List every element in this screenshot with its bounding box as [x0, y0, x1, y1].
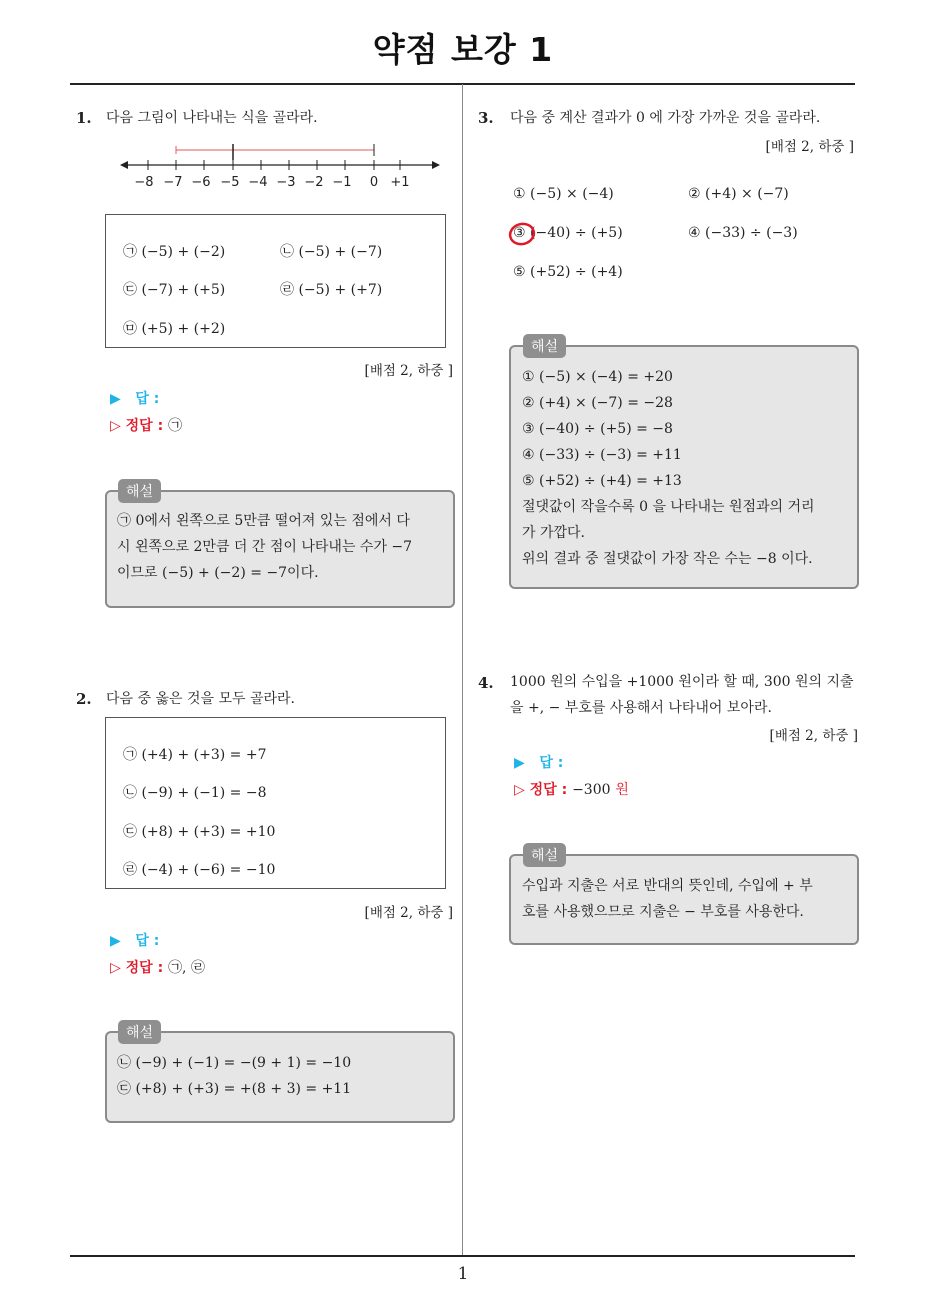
q4-solution-tag: 해설 — [523, 843, 566, 867]
solution-line: 이므로 (−5) + (−2) = −7이다. — [117, 565, 319, 581]
q3-option[interactable]: ② (+4) × (−7) — [688, 186, 789, 202]
q2-number: 2. — [76, 690, 92, 708]
q4-correct-line — [514, 779, 629, 799]
solution-line: 시 왼쪽으로 2만큼 더 간 점이 나타내는 수가 −7 — [117, 539, 413, 555]
tick-label: −5 — [220, 175, 240, 190]
q3-option[interactable]: ④ (−33) ÷ (−3) — [688, 225, 798, 241]
q3-solution-text — [522, 364, 815, 572]
correct-label: 정답 : — [125, 960, 164, 976]
q2-option[interactable]: ㉠ (+4) + (+3) = +7 — [123, 747, 267, 763]
q2-option[interactable]: ㉢ (+8) + (+3) = +10 — [123, 824, 276, 840]
q2-correct-value: ㉠, ㉣ — [168, 960, 205, 976]
tick-label: −8 — [134, 175, 154, 190]
correct-label: 정답 : — [125, 418, 164, 434]
solution-line: 절댓값이 작을수록 0 을 나타내는 원점과의 거리 — [522, 499, 815, 515]
q4-correct-value: −300 — [572, 782, 611, 798]
q4-number: 4. — [478, 674, 494, 692]
q1-text: 다음 그림이 나타내는 식을 골라라. — [106, 110, 318, 126]
selected-answer-circle — [505, 220, 539, 248]
tick-label: −7 — [163, 175, 183, 190]
outline-play-icon: ▷ — [110, 418, 121, 434]
footer-rule — [70, 1255, 855, 1257]
q4-score: [배점 2, 하중 ] — [769, 728, 858, 744]
q2-answer-line — [110, 930, 159, 950]
tick-label: 0 — [369, 175, 379, 190]
tick-label: −4 — [248, 175, 268, 190]
solution-line: ④ (−33) ÷ (−3) = +11 — [522, 447, 682, 463]
tick-label: −2 — [304, 175, 324, 190]
q4-text — [510, 669, 854, 721]
q1-answer-line — [110, 388, 159, 408]
q3-option[interactable]: ⑤ (+52) ÷ (+4) — [513, 264, 623, 280]
q1-option[interactable]: ㉠ (−5) + (−2) — [123, 244, 226, 260]
tick-label: −3 — [276, 175, 296, 190]
tick-label: −1 — [332, 175, 352, 190]
question-line: 1000 원의 수입을 +1000 원이라 할 때, 300 원의 지출 — [510, 674, 854, 690]
solution-line: ② (+4) × (−7) = −28 — [522, 395, 673, 411]
q2-option[interactable]: ㉡ (−9) + (−1) = −8 — [123, 785, 267, 801]
q4-answer-line — [514, 752, 563, 772]
q2-score: [배점 2, 하중 ] — [364, 905, 453, 921]
column-divider — [462, 84, 463, 1256]
play-icon: ▶ — [110, 933, 121, 949]
solution-line: ㉢ (+8) + (+3) = +(8 + 3) = +11 — [117, 1081, 352, 1097]
q2-option[interactable]: ㉣ (−4) + (−6) = −10 — [123, 862, 276, 878]
q3-text: 다음 중 계산 결과가 0 에 가장 가까운 것을 골라라. — [510, 110, 821, 126]
q1-correct-line — [110, 415, 182, 435]
solution-line: ③ (−40) ÷ (+5) = −8 — [522, 421, 673, 437]
answer-label: 답 : — [135, 391, 160, 407]
q2-solution-text — [117, 1050, 351, 1102]
solution-line: 수입과 지출은 서로 반대의 뜻인데, 수입에 + 부 — [522, 878, 813, 894]
q4-correct-unit: 원 — [615, 782, 629, 798]
play-icon: ▶ — [110, 391, 121, 407]
q3-score: [배점 2, 하중 ] — [765, 139, 854, 155]
tick-label: +1 — [390, 175, 410, 190]
q3-option[interactable]: ③ (−40) ÷ (+5) — [513, 225, 623, 241]
page-number: 1 — [457, 1264, 469, 1284]
answer-label: 답 : — [135, 933, 160, 949]
q2-text: 다음 중 옳은 것을 모두 골라라. — [106, 691, 295, 707]
page-title: 약점 보강 1 — [372, 30, 554, 69]
q2-correct-line — [110, 957, 205, 977]
q3-solution-tag: 해설 — [523, 334, 566, 358]
tick-label: −6 — [191, 175, 211, 190]
outline-play-icon: ▷ — [514, 782, 525, 798]
q4-solution-text — [522, 873, 813, 925]
solution-line: ⑤ (+52) ÷ (+4) = +13 — [522, 473, 682, 489]
solution-line: 위의 결과 중 절댓값이 가장 작은 수는 −8 이다. — [522, 551, 813, 567]
q1-option[interactable]: ㉣ (−5) + (+7) — [280, 282, 383, 298]
q1-score: [배점 2, 하중 ] — [364, 363, 453, 379]
question-line: 을 +, − 부호를 사용해서 나타내어 보아라. — [510, 700, 772, 716]
q1-option[interactable]: ㉤ (+5) + (+2) — [123, 321, 226, 337]
q2-solution-tag: 해설 — [118, 1020, 161, 1044]
q3-option[interactable]: ① (−5) × (−4) — [513, 186, 614, 202]
q1-number-line — [118, 140, 448, 190]
outline-play-icon: ▷ — [110, 960, 121, 976]
solution-line: ㉠ 0에서 왼쪽으로 5만큼 떨어져 있는 점에서 다 — [117, 513, 410, 529]
solution-line: 호를 사용했으므로 지출은 − 부호를 사용한다. — [522, 904, 804, 920]
q1-number: 1. — [76, 109, 92, 127]
q1-correct-value: ㉠ — [168, 418, 183, 434]
solution-line: ㉡ (−9) + (−1) = −(9 + 1) = −10 — [117, 1055, 352, 1071]
answer-label: 답 : — [539, 755, 564, 771]
solution-line: ① (−5) × (−4) = +20 — [522, 369, 673, 385]
q1-option[interactable]: ㉢ (−7) + (+5) — [123, 282, 226, 298]
solution-line: 가 가깝다. — [522, 525, 585, 541]
q1-option[interactable]: ㉡ (−5) + (−7) — [280, 244, 383, 260]
q3-number: 3. — [478, 109, 494, 127]
q1-solution-text — [117, 508, 412, 586]
play-icon: ▶ — [514, 755, 525, 771]
correct-label: 정답 : — [529, 782, 568, 798]
q1-solution-tag: 해설 — [118, 479, 161, 503]
